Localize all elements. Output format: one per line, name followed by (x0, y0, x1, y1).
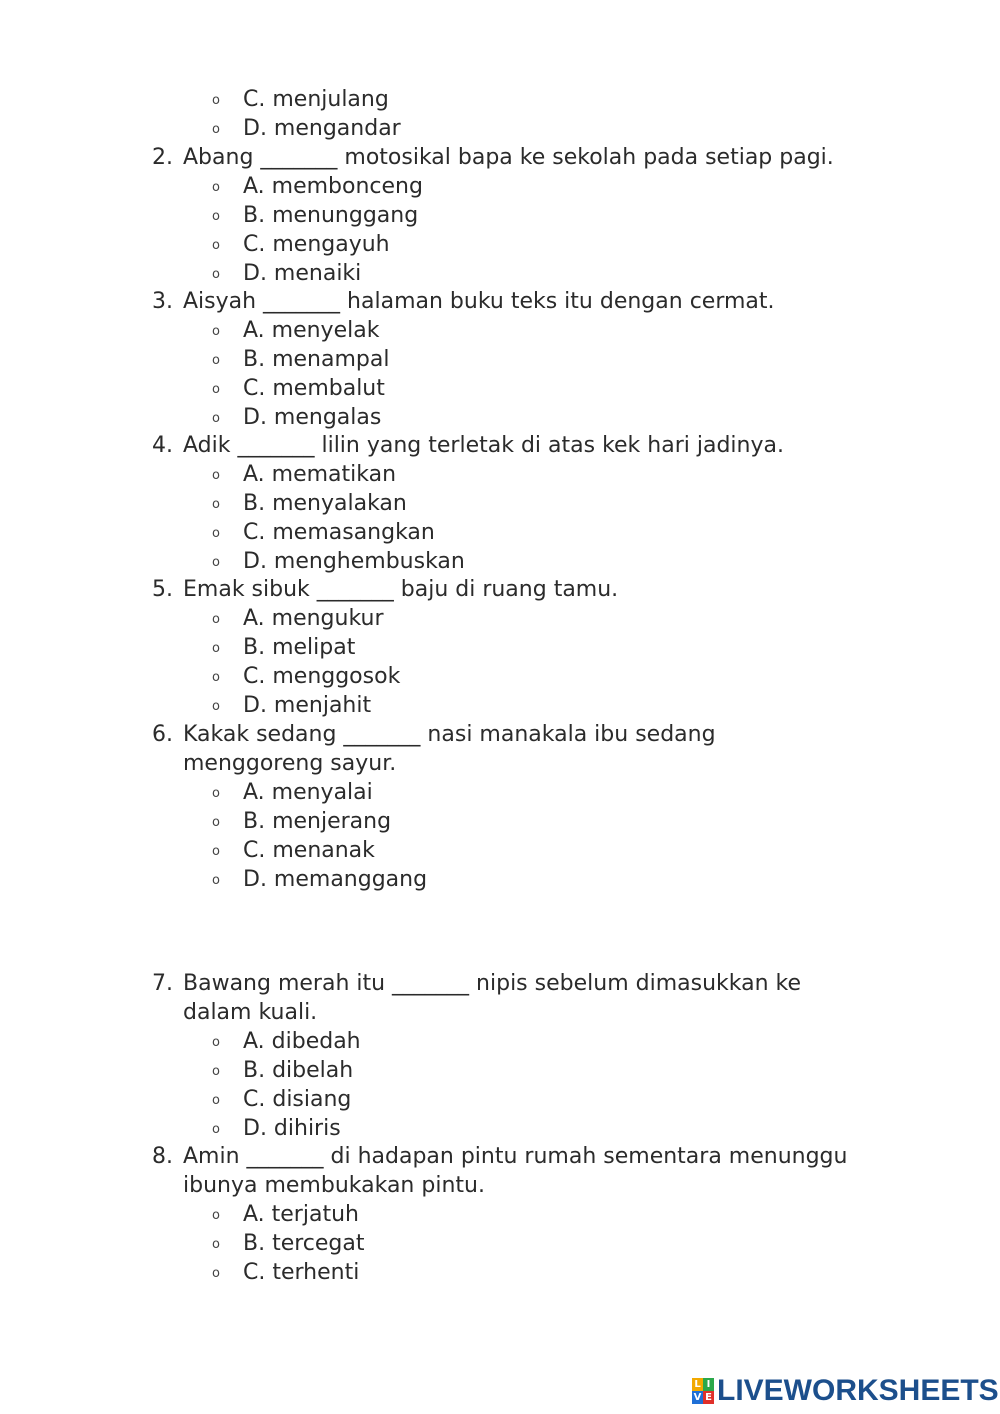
option-bullet-icon: o (212, 238, 220, 253)
option-text: A. terjatuh (243, 1202, 359, 1227)
option-bullet-icon: o (212, 1064, 220, 1079)
option-text: B. menjerang (243, 809, 392, 834)
question-text: Emak sibuk _______ baju di ruang tamu. (183, 577, 619, 602)
option-text: A. membonceng (243, 174, 423, 199)
option-text: D. dihiris (243, 1116, 341, 1141)
option-bullet-icon: o (212, 497, 220, 512)
option-text: B. dibelah (243, 1058, 354, 1083)
option-bullet-icon: o (212, 411, 220, 426)
question-number: 3. (152, 289, 173, 314)
option-text: D. menaiki (243, 261, 362, 286)
option-bullet-icon: o (212, 699, 220, 714)
option-text: A. mengukur (243, 606, 384, 631)
question-number: 2. (152, 145, 173, 170)
option-bullet-icon: o (212, 1208, 220, 1223)
option-bullet-icon: o (212, 382, 220, 397)
option-bullet-icon: o (212, 180, 220, 195)
logo-mark-letter: L (692, 1378, 703, 1391)
option-bullet-icon: o (212, 267, 220, 282)
option-bullet-icon: o (212, 815, 220, 830)
option-bullet-icon: o (212, 612, 220, 627)
logo-mark-letter: I (703, 1378, 714, 1391)
question-text: Bawang merah itu _______ nipis sebelum dimasukkan ke (183, 971, 802, 996)
question-number: 7. (152, 971, 173, 996)
option-bullet-icon: o (212, 844, 220, 859)
question-text-continued: menggoreng sayur. (183, 751, 397, 776)
option-text: D. menghembuskan (243, 549, 465, 574)
option-bullet-icon: o (212, 555, 220, 570)
question-text: Abang _______ motosikal bapa ke sekolah pada setiap pagi. (183, 145, 834, 170)
option-text: D. menjahit (243, 693, 372, 718)
question-number: 6. (152, 722, 173, 747)
option-text: B. menyalakan (243, 491, 407, 516)
option-bullet-icon: o (212, 1093, 220, 1108)
option-text: A. mematikan (243, 462, 397, 487)
option-text: C. menanak (243, 838, 375, 863)
logo-mark-letter: E (703, 1391, 714, 1404)
option-text: D. mengalas (243, 405, 382, 430)
option-bullet-icon: o (212, 786, 220, 801)
logo-wordmark: LIVEWORKSHEETS (717, 1374, 999, 1407)
question-number: 5. (152, 577, 173, 602)
option-text: B. menampal (243, 347, 390, 372)
option-bullet-icon: o (212, 670, 220, 685)
option-text: C. membalut (243, 376, 385, 401)
option-text: C. menggosok (243, 664, 401, 689)
option-text: B. tercegat (243, 1231, 365, 1256)
option-text: C. mengayuh (243, 232, 390, 257)
logo-mark-letter: V (693, 1392, 702, 1403)
option-bullet-icon: o (212, 324, 220, 339)
option-bullet-icon: o (212, 1122, 220, 1137)
option-bullet-icon: o (212, 526, 220, 541)
question-text: Aisyah _______ halaman buku teks itu dengan cermat. (183, 289, 775, 314)
option-text: C. disiang (243, 1087, 352, 1112)
question-number: 8. (152, 1144, 173, 1169)
option-text: C. menjulang (243, 87, 389, 112)
liveworksheets-logo-icon (692, 1378, 714, 1404)
option-text: C. memasangkan (243, 520, 435, 545)
option-text: D. memanggang (243, 867, 428, 892)
option-bullet-icon: o (212, 641, 220, 656)
option-text: A. dibedah (243, 1029, 361, 1054)
option-text: B. menunggang (243, 203, 419, 228)
option-bullet-icon: o (212, 1266, 220, 1281)
option-bullet-icon: o (212, 1035, 220, 1050)
option-bullet-icon: o (212, 122, 220, 137)
option-bullet-icon: o (212, 468, 220, 483)
question-text-continued: dalam kuali. (183, 1000, 318, 1025)
option-text: D. mengandar (243, 116, 401, 141)
question-text: Adik _______ lilin yang terletak di atas kek hari jadinya. (183, 433, 784, 458)
question-text-continued: ibunya membukakan pintu. (183, 1173, 485, 1198)
question-text: Amin _______ di hadapan pintu rumah sementara menunggu (183, 1144, 848, 1169)
option-bullet-icon: o (212, 93, 220, 108)
option-bullet-icon: o (212, 1237, 220, 1252)
option-text: A. menyelak (243, 318, 380, 343)
question-text: Kakak sedang _______ nasi manakala ibu sedang (183, 722, 716, 747)
liveworksheets-logo (692, 1374, 999, 1408)
option-bullet-icon: o (212, 873, 220, 888)
option-text: C. terhenti (243, 1260, 360, 1285)
option-bullet-icon: o (212, 353, 220, 368)
option-text: B. melipat (243, 635, 356, 660)
question-number: 4. (152, 433, 173, 458)
option-bullet-icon: o (212, 209, 220, 224)
option-text: A. menyalai (243, 780, 373, 805)
